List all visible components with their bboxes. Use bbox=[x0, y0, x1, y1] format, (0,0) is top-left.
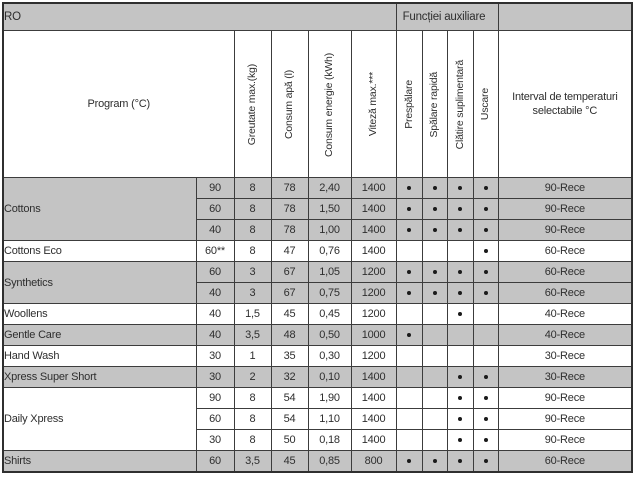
water-cell: 48 bbox=[271, 325, 308, 346]
interval-cell: 90-Rece bbox=[498, 388, 632, 409]
weight-cell: 3,5 bbox=[234, 325, 271, 346]
aux-enabled-dot-icon bbox=[407, 333, 411, 337]
aux-function-cell bbox=[473, 241, 498, 262]
aux-function-cell bbox=[473, 220, 498, 241]
interval-cell: 60-Rece bbox=[498, 241, 632, 262]
aux-enabled-dot-icon bbox=[458, 417, 462, 421]
aux-enabled-dot-icon bbox=[407, 228, 411, 232]
program-name-cell: Xpress Super Short bbox=[3, 367, 196, 388]
aux-enabled-dot-icon bbox=[407, 459, 411, 463]
aux-function-cell bbox=[396, 304, 422, 325]
temp-cell: 60 bbox=[196, 262, 234, 283]
col-header-max-speed: Viteză max.*** bbox=[351, 31, 396, 178]
speed-cell: 1400 bbox=[351, 388, 396, 409]
aux-enabled-dot-icon bbox=[458, 312, 462, 316]
aux-enabled-dot-icon bbox=[484, 417, 488, 421]
top-band-row bbox=[3, 3, 632, 31]
aux-function-cell bbox=[473, 283, 498, 304]
speed-cell: 1400 bbox=[351, 220, 396, 241]
aux-function-cell bbox=[396, 388, 422, 409]
aux-enabled-dot-icon bbox=[484, 186, 488, 190]
aux-function-cell bbox=[422, 199, 447, 220]
energy-cell: 0,76 bbox=[308, 241, 351, 262]
aux-function-cell bbox=[396, 430, 422, 451]
aux-enabled-dot-icon bbox=[433, 207, 437, 211]
speed-cell: 1400 bbox=[351, 430, 396, 451]
weight-cell: 1,5 bbox=[234, 304, 271, 325]
table-row bbox=[3, 388, 632, 409]
water-cell: 47 bbox=[271, 241, 308, 262]
water-cell: 32 bbox=[271, 367, 308, 388]
program-name-cell: Daily Xpress bbox=[3, 388, 196, 451]
aux-function-cell bbox=[473, 388, 498, 409]
aux-enabled-dot-icon bbox=[484, 291, 488, 295]
energy-cell: 0,75 bbox=[308, 283, 351, 304]
weight-cell: 1 bbox=[234, 346, 271, 367]
aux-function-cell bbox=[422, 388, 447, 409]
interval-cell: 40-Rece bbox=[498, 304, 632, 325]
aux-function-cell bbox=[473, 409, 498, 430]
aux-functions-band-cell: Funcției auxiliare bbox=[396, 3, 498, 31]
aux-enabled-dot-icon bbox=[433, 186, 437, 190]
col-header-prewash: Prespălare bbox=[396, 31, 422, 178]
program-spec-table bbox=[2, 2, 633, 473]
interval-cell: 90-Rece bbox=[498, 178, 632, 199]
aux-function-cell bbox=[447, 283, 473, 304]
energy-cell: 0,18 bbox=[308, 430, 351, 451]
water-cell: 45 bbox=[271, 451, 308, 473]
aux-enabled-dot-icon bbox=[458, 438, 462, 442]
temp-cell: 90 bbox=[196, 178, 234, 199]
col-header-extra-rinse: Clătire suplimentară bbox=[447, 31, 473, 178]
interval-header-cell: Interval de temperaturi selectabile °C bbox=[498, 31, 632, 178]
water-cell: 67 bbox=[271, 283, 308, 304]
program-name-cell: Hand Wash bbox=[3, 346, 196, 367]
aux-function-cell bbox=[447, 346, 473, 367]
aux-function-cell bbox=[473, 178, 498, 199]
aux-function-cell bbox=[447, 178, 473, 199]
aux-function-cell bbox=[396, 241, 422, 262]
aux-function-cell bbox=[447, 241, 473, 262]
aux-function-cell bbox=[447, 451, 473, 473]
energy-cell: 0,45 bbox=[308, 304, 351, 325]
table-row bbox=[3, 262, 632, 283]
aux-enabled-dot-icon bbox=[407, 207, 411, 211]
water-cell: 45 bbox=[271, 304, 308, 325]
water-cell: 78 bbox=[271, 220, 308, 241]
aux-function-cell bbox=[422, 262, 447, 283]
interval-cell: 60-Rece bbox=[498, 451, 632, 473]
aux-enabled-dot-icon bbox=[484, 249, 488, 253]
energy-cell: 1,05 bbox=[308, 262, 351, 283]
program-name-cell: Cottons Eco bbox=[3, 241, 196, 262]
column-header-row bbox=[3, 31, 632, 178]
aux-function-cell bbox=[396, 346, 422, 367]
aux-enabled-dot-icon bbox=[458, 375, 462, 379]
aux-function-cell bbox=[473, 325, 498, 346]
aux-function-cell bbox=[447, 367, 473, 388]
band-empty-cell bbox=[498, 3, 632, 31]
aux-enabled-dot-icon bbox=[433, 270, 437, 274]
aux-function-cell bbox=[473, 430, 498, 451]
col-header-drying: Uscare bbox=[473, 31, 498, 178]
temp-cell: 60 bbox=[196, 451, 234, 473]
interval-cell: 30-Rece bbox=[498, 346, 632, 367]
table-row bbox=[3, 241, 632, 262]
temp-cell: 30 bbox=[196, 430, 234, 451]
weight-cell: 8 bbox=[234, 199, 271, 220]
energy-cell: 0,50 bbox=[308, 325, 351, 346]
energy-cell: 1,10 bbox=[308, 409, 351, 430]
table-row bbox=[3, 451, 632, 473]
weight-cell: 3 bbox=[234, 262, 271, 283]
interval-cell: 30-Rece bbox=[498, 367, 632, 388]
table-row bbox=[3, 367, 632, 388]
aux-function-cell bbox=[422, 451, 447, 473]
program-name-cell: Cottons bbox=[3, 178, 196, 241]
energy-cell: 1,90 bbox=[308, 388, 351, 409]
aux-enabled-dot-icon bbox=[407, 270, 411, 274]
aux-function-cell bbox=[396, 178, 422, 199]
temp-cell: 60 bbox=[196, 409, 234, 430]
interval-cell: 60-Rece bbox=[498, 283, 632, 304]
col-header-max-weight: Greutate max.(kg) bbox=[234, 31, 271, 178]
weight-cell: 8 bbox=[234, 409, 271, 430]
aux-enabled-dot-icon bbox=[484, 228, 488, 232]
program-name-cell: Gentle Care bbox=[3, 325, 196, 346]
aux-function-cell bbox=[447, 220, 473, 241]
speed-cell: 1000 bbox=[351, 325, 396, 346]
aux-function-cell bbox=[473, 199, 498, 220]
energy-cell: 0,30 bbox=[308, 346, 351, 367]
interval-cell: 90-Rece bbox=[498, 220, 632, 241]
temp-cell: 60 bbox=[196, 199, 234, 220]
aux-function-cell bbox=[422, 178, 447, 199]
aux-function-cell bbox=[422, 430, 447, 451]
aux-function-cell bbox=[447, 388, 473, 409]
program-header-cell: Program (°C) bbox=[3, 31, 234, 178]
aux-function-cell bbox=[447, 304, 473, 325]
aux-function-cell bbox=[422, 325, 447, 346]
speed-cell: 1200 bbox=[351, 283, 396, 304]
energy-cell: 1,00 bbox=[308, 220, 351, 241]
interval-cell: 90-Rece bbox=[498, 430, 632, 451]
water-cell: 35 bbox=[271, 346, 308, 367]
temp-cell: 40 bbox=[196, 220, 234, 241]
aux-function-cell bbox=[473, 262, 498, 283]
temp-cell: 60** bbox=[196, 241, 234, 262]
table-row bbox=[3, 346, 632, 367]
aux-function-cell bbox=[396, 262, 422, 283]
table-row bbox=[3, 178, 632, 199]
table-body bbox=[3, 178, 632, 473]
aux-function-cell bbox=[422, 220, 447, 241]
aux-function-cell bbox=[473, 367, 498, 388]
aux-enabled-dot-icon bbox=[484, 396, 488, 400]
aux-enabled-dot-icon bbox=[458, 396, 462, 400]
aux-enabled-dot-icon bbox=[484, 459, 488, 463]
aux-function-cell bbox=[447, 325, 473, 346]
weight-cell: 3,5 bbox=[234, 451, 271, 473]
col-header-energy-consumption: Consum energie (kWh) bbox=[308, 31, 351, 178]
temp-cell: 30 bbox=[196, 367, 234, 388]
aux-enabled-dot-icon bbox=[458, 291, 462, 295]
aux-function-cell bbox=[396, 199, 422, 220]
aux-function-cell bbox=[422, 304, 447, 325]
aux-function-cell bbox=[473, 304, 498, 325]
water-cell: 67 bbox=[271, 262, 308, 283]
energy-cell: 1,50 bbox=[308, 199, 351, 220]
weight-cell: 8 bbox=[234, 220, 271, 241]
interval-cell: 90-Rece bbox=[498, 409, 632, 430]
aux-enabled-dot-icon bbox=[458, 459, 462, 463]
aux-function-cell bbox=[422, 283, 447, 304]
speed-cell: 800 bbox=[351, 451, 396, 473]
aux-function-cell bbox=[447, 262, 473, 283]
aux-function-cell bbox=[422, 346, 447, 367]
aux-enabled-dot-icon bbox=[484, 375, 488, 379]
aux-enabled-dot-icon bbox=[458, 207, 462, 211]
aux-function-cell bbox=[396, 283, 422, 304]
water-cell: 50 bbox=[271, 430, 308, 451]
speed-cell: 1200 bbox=[351, 304, 396, 325]
weight-cell: 2 bbox=[234, 367, 271, 388]
aux-function-cell bbox=[447, 430, 473, 451]
aux-function-cell bbox=[396, 220, 422, 241]
speed-cell: 1400 bbox=[351, 241, 396, 262]
weight-cell: 3 bbox=[234, 283, 271, 304]
energy-cell: 2,40 bbox=[308, 178, 351, 199]
aux-function-cell bbox=[447, 199, 473, 220]
aux-enabled-dot-icon bbox=[458, 270, 462, 274]
aux-enabled-dot-icon bbox=[484, 270, 488, 274]
aux-function-cell bbox=[422, 409, 447, 430]
aux-function-cell bbox=[396, 325, 422, 346]
program-name-cell: Synthetics bbox=[3, 262, 196, 304]
interval-cell: 90-Rece bbox=[498, 199, 632, 220]
interval-cell: 40-Rece bbox=[498, 325, 632, 346]
aux-function-cell bbox=[473, 346, 498, 367]
col-header-water-consumption: Consum apă (l) bbox=[271, 31, 308, 178]
aux-enabled-dot-icon bbox=[458, 228, 462, 232]
temp-cell: 90 bbox=[196, 388, 234, 409]
speed-cell: 1400 bbox=[351, 199, 396, 220]
energy-cell: 0,10 bbox=[308, 367, 351, 388]
table-row bbox=[3, 304, 632, 325]
speed-cell: 1200 bbox=[351, 346, 396, 367]
weight-cell: 8 bbox=[234, 241, 271, 262]
aux-enabled-dot-icon bbox=[433, 291, 437, 295]
energy-cell: 0,85 bbox=[308, 451, 351, 473]
aux-enabled-dot-icon bbox=[484, 207, 488, 211]
program-name-cell: Shirts bbox=[3, 451, 196, 473]
aux-enabled-dot-icon bbox=[433, 459, 437, 463]
col-header-quick-wash: Spălare rapidă bbox=[422, 31, 447, 178]
temp-cell: 40 bbox=[196, 304, 234, 325]
aux-function-cell bbox=[473, 451, 498, 473]
aux-function-cell bbox=[396, 451, 422, 473]
temp-cell: 40 bbox=[196, 325, 234, 346]
water-cell: 78 bbox=[271, 199, 308, 220]
aux-function-cell bbox=[422, 241, 447, 262]
speed-cell: 1400 bbox=[351, 409, 396, 430]
aux-enabled-dot-icon bbox=[433, 228, 437, 232]
weight-cell: 8 bbox=[234, 178, 271, 199]
aux-enabled-dot-icon bbox=[407, 291, 411, 295]
weight-cell: 8 bbox=[234, 430, 271, 451]
aux-function-cell bbox=[396, 367, 422, 388]
interval-cell: 60-Rece bbox=[498, 262, 632, 283]
temp-cell: 30 bbox=[196, 346, 234, 367]
water-cell: 54 bbox=[271, 388, 308, 409]
weight-cell: 8 bbox=[234, 388, 271, 409]
aux-function-cell bbox=[422, 367, 447, 388]
aux-function-cell bbox=[447, 409, 473, 430]
aux-function-cell bbox=[396, 409, 422, 430]
speed-cell: 1400 bbox=[351, 367, 396, 388]
program-name-cell: Woollens bbox=[3, 304, 196, 325]
aux-enabled-dot-icon bbox=[407, 186, 411, 190]
aux-enabled-dot-icon bbox=[458, 186, 462, 190]
speed-cell: 1400 bbox=[351, 178, 396, 199]
table-row bbox=[3, 325, 632, 346]
water-cell: 54 bbox=[271, 409, 308, 430]
speed-cell: 1200 bbox=[351, 262, 396, 283]
aux-enabled-dot-icon bbox=[484, 438, 488, 442]
water-cell: 78 bbox=[271, 178, 308, 199]
language-band-cell: RO bbox=[3, 3, 396, 31]
temp-cell: 40 bbox=[196, 283, 234, 304]
